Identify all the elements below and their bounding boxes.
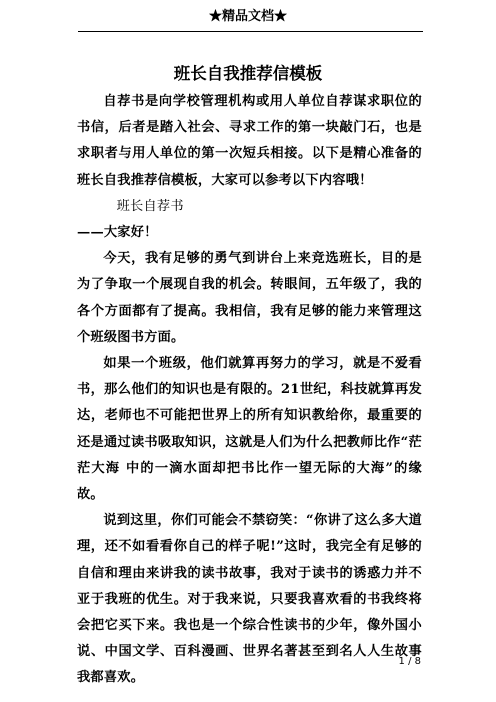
document-title: 班长自我推荐信模板 bbox=[173, 64, 323, 83]
intro-paragraph: 自荐书是向学校管理机构或用人单位自荐谋求职位的书信，后者是踏入社会、寻求工作的第一块敲门石，也是求职者与用人单位的第一次短兵相接。以下是精心准备的班长自我推荐信模板，大家可以参考以下内容哦！ bbox=[77, 94, 422, 188]
document-body bbox=[77, 89, 422, 692]
section-heading: 班长自荐书 bbox=[116, 198, 184, 214]
body-paragraph: 今天，我有足够的勇气到讲台上来竞选班长，目的是为了争取一个展现自我的机会。转眼间，五年级了，我的各个方面都有了提高。我相信，我有足够的能力来管理这个班级图书方面。 bbox=[77, 251, 422, 345]
body-paragraph: 说到这里，你们可能会不禁窃笑：“你讲了这么多大道理，还不如看看你自己的样子呢!”这时，我完全有足够的自信和理由来讲我的读书故事，我对于读书的诱惑力并不亚于我班的优生。对于我来说，只要我喜欢看的书我终将会把它买下来。我也是一个综合性读书的少年，像外国小说、中国文学、百科漫画、世界名著甚至到名人人生故事我都喜欢。 bbox=[77, 513, 422, 686]
page-number: 1 / 8 bbox=[398, 656, 421, 667]
greeting-line: ——大家好！ bbox=[77, 225, 158, 241]
page-header: ★精品文档★ bbox=[208, 9, 287, 24]
header-divider bbox=[78, 31, 423, 32]
body-paragraph: 如果一个班级，他们就算再努力的学习，就是不爱看书，那么他们的知识也是有限的。21世纪，科技就算再发达，老师也不可能把世界上的所有知识教给你，最重要的还是通过读书吸取知识，这就是人们为什么把教师比作“茫茫大海 中的一滴水面却把书比作一望无际的大海”的缘故。 bbox=[77, 356, 422, 503]
